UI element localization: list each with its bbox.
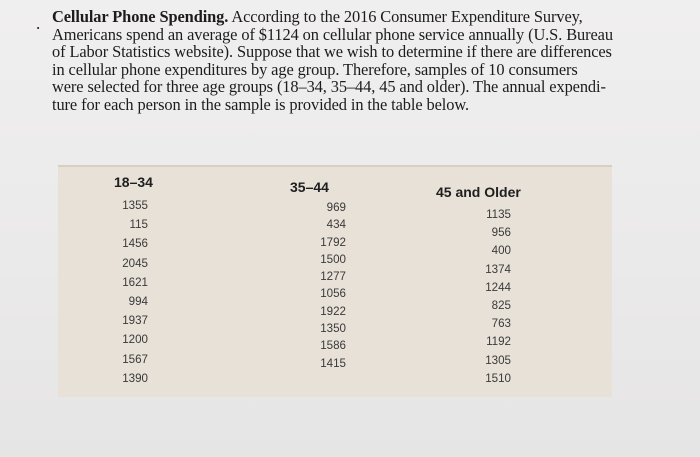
table-cell: 400: [491, 244, 511, 258]
data-table: [58, 165, 612, 397]
problem-title: Cellular Phone Spending.: [52, 7, 229, 26]
table-cell: 1350: [320, 322, 346, 336]
table-cell: 1200: [122, 333, 148, 347]
table-cell: 1135: [486, 208, 511, 221]
table-cell: 1621: [122, 275, 148, 289]
column-values: [436, 206, 511, 388]
table-cell: 956: [491, 226, 511, 240]
table-cell: 1586: [320, 339, 346, 353]
problem-text: [52, 8, 652, 114]
table-cell: 1244: [485, 280, 511, 294]
column-18-34: [114, 174, 160, 388]
problem-line-4: in cellular phone expenditures by age group. Therefore, samples of 10 consumers: [52, 59, 578, 79]
problem-line-5: were selected for three age groups (18–34, 35–44, 45 and older). The annual expendi-: [52, 77, 606, 97]
bullet-marker: .: [36, 14, 41, 33]
column-header: 18–34: [114, 174, 153, 190]
column-header: 45 and Older: [436, 184, 521, 200]
column-values: [290, 199, 346, 372]
table-cell: 763: [491, 317, 511, 331]
table-cell: 994: [128, 295, 148, 309]
table-cell: 1922: [320, 304, 346, 318]
problem-line-6: ture for each person in the sample is provided in the table below.: [52, 94, 469, 114]
column-values: [114, 196, 148, 388]
table-cell: 1355: [122, 199, 148, 212]
problem-line-1-text: According to the 2016 Consumer Expenditure Survey,: [228, 7, 583, 26]
table-cell: 1456: [122, 237, 148, 251]
table-cell: 1305: [485, 353, 511, 367]
table-cell: 1567: [122, 352, 148, 366]
column-45-and-older: [436, 184, 546, 388]
problem-line-2: Americans spend an average of $1124 on cellular phone service annually (U.S. Bureau: [52, 24, 613, 44]
table-cell: 969: [326, 201, 346, 214]
problem-line-1: [52, 8, 652, 26]
table-cell: 1937: [122, 314, 148, 328]
table-cell: 115: [129, 218, 148, 232]
table-cell: 1277: [320, 270, 346, 284]
table-cell: 1056: [320, 287, 346, 301]
problem-line-3: of Labor Statistics website). Suppose that we wish to determine if there are differences: [52, 42, 612, 62]
table-cell: 1415: [320, 356, 346, 370]
table-cell: 434: [326, 218, 346, 232]
table-cell: 1792: [320, 235, 346, 249]
table-cell: 1192: [486, 335, 511, 349]
column-header: 35–44: [290, 179, 329, 195]
table-cell: 1390: [122, 371, 148, 385]
table-cell: 1500: [320, 252, 346, 266]
table-cell: 1374: [485, 262, 511, 276]
table-cell: 825: [491, 299, 511, 313]
table-cell: 1510: [485, 371, 511, 385]
table-cell: 2045: [122, 256, 148, 270]
column-35-44: [290, 179, 350, 372]
